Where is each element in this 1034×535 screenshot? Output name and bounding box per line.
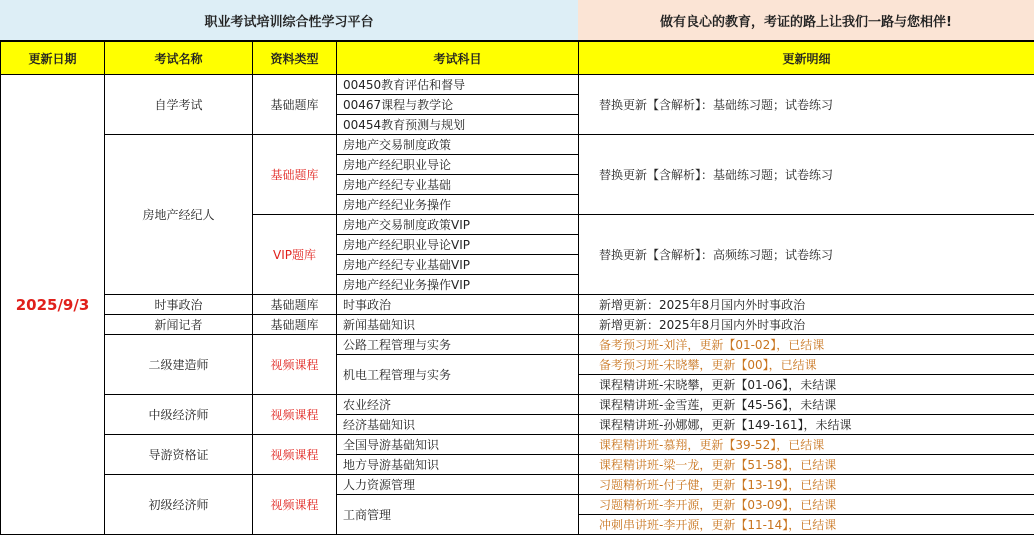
table-row	[1, 335, 1034, 355]
subject: 人力资源管理	[337, 475, 579, 495]
banner	[0, 0, 1034, 40]
header-subject: 考试科目	[337, 41, 579, 75]
update-detail: 课程精讲班-宋晓攀，更新【01-06】，未结课	[579, 375, 1034, 395]
platform-title: 职业考试培训综合性学习平台	[0, 0, 578, 40]
update-detail: 习题精析班-李开源，更新【03-09】，已结课	[579, 495, 1034, 515]
slogan: 做有良心的教育，考证的路上让我们一路与您相伴!	[578, 0, 1034, 40]
material-type: 基础题库	[253, 315, 337, 335]
subject: 房地产经纪职业导论VIP	[337, 235, 579, 255]
subject: 工商管理	[337, 495, 579, 535]
exam-name: 新闻记者	[105, 315, 253, 335]
material-type: 基础题库	[253, 295, 337, 315]
header-exam: 考试名称	[105, 41, 253, 75]
subject: 新闻基础知识	[337, 315, 579, 335]
subject: 全国导游基础知识	[337, 435, 579, 455]
header-type: 资料类型	[253, 41, 337, 75]
exam-name: 中级经济师	[105, 395, 253, 435]
subject: 农业经济	[337, 395, 579, 415]
update-detail: 课程精讲班-金雪莲，更新【45-56】，未结课	[579, 395, 1034, 415]
header-date: 更新日期	[1, 41, 105, 75]
subject: 房地产经纪专业基础	[337, 175, 579, 195]
table-row	[1, 475, 1034, 495]
subject: 机电工程管理与实务	[337, 355, 579, 395]
update-detail: 习题精析班-付子健，更新【13-19】，已结课	[579, 475, 1034, 495]
table-row	[1, 295, 1034, 315]
update-detail: 课程精讲班-梁一龙，更新【51-58】，已结课	[579, 455, 1034, 475]
subject: 地方导游基础知识	[337, 455, 579, 475]
update-detail: 备考预习班-刘洋，更新【01-02】，已结课	[579, 335, 1034, 355]
subject: 房地产经纪职业导论	[337, 155, 579, 175]
material-type: VIP题库	[253, 215, 337, 295]
header-detail: 更新明细	[579, 41, 1034, 75]
subject: 经济基础知识	[337, 415, 579, 435]
update-detail: 备考预习班-宋晓攀，更新【00】，已结课	[579, 355, 1034, 375]
subject: 00454教育预测与规划	[337, 115, 579, 135]
material-type: 视频课程	[253, 475, 337, 535]
exam-name: 房地产经纪人	[105, 135, 253, 295]
update-detail: 替换更新【含解析】：基础练习题；试卷练习	[579, 75, 1034, 135]
update-table	[0, 40, 1034, 535]
material-type: 视频课程	[253, 395, 337, 435]
update-detail: 课程精讲班-慕翔，更新【39-52】，已结课	[579, 435, 1034, 455]
exam-name: 自学考试	[105, 75, 253, 135]
material-type: 视频课程	[253, 335, 337, 395]
exam-name: 初级经济师	[105, 475, 253, 535]
table-header	[1, 41, 1034, 75]
subject: 房地产经纪业务操作VIP	[337, 275, 579, 295]
subject: 房地产经纪专业基础VIP	[337, 255, 579, 275]
exam-name: 二级建造师	[105, 335, 253, 395]
material-type: 视频课程	[253, 435, 337, 475]
subject: 公路工程管理与实务	[337, 335, 579, 355]
material-type: 基础题库	[253, 135, 337, 215]
material-type: 基础题库	[253, 75, 337, 135]
exam-name: 导游资格证	[105, 435, 253, 475]
exam-name: 时事政治	[105, 295, 253, 315]
subject: 房地产经纪业务操作	[337, 195, 579, 215]
update-detail: 新增更新：2025年8月国内外时事政治	[579, 315, 1034, 335]
subject: 00467课程与教学论	[337, 95, 579, 115]
update-detail: 替换更新【含解析】：高频练习题；试卷练习	[579, 215, 1034, 295]
subject: 房地产交易制度政策	[337, 135, 579, 155]
table-row	[1, 75, 1034, 95]
subject: 00450教育评估和督导	[337, 75, 579, 95]
table-row	[1, 395, 1034, 415]
subject: 房地产交易制度政策VIP	[337, 215, 579, 235]
table-row	[1, 435, 1034, 455]
update-detail: 课程精讲班-孙娜娜，更新【149-161】，未结课	[579, 415, 1034, 435]
table-row	[1, 135, 1034, 155]
subject: 时事政治	[337, 295, 579, 315]
update-date: 2025/9/3	[1, 75, 105, 535]
table-row	[1, 315, 1034, 335]
update-detail: 替换更新【含解析】：基础练习题；试卷练习	[579, 135, 1034, 215]
update-detail: 冲刺串讲班-李开源，更新【11-14】，已结课	[579, 515, 1034, 535]
update-detail: 新增更新：2025年8月国内外时事政治	[579, 295, 1034, 315]
